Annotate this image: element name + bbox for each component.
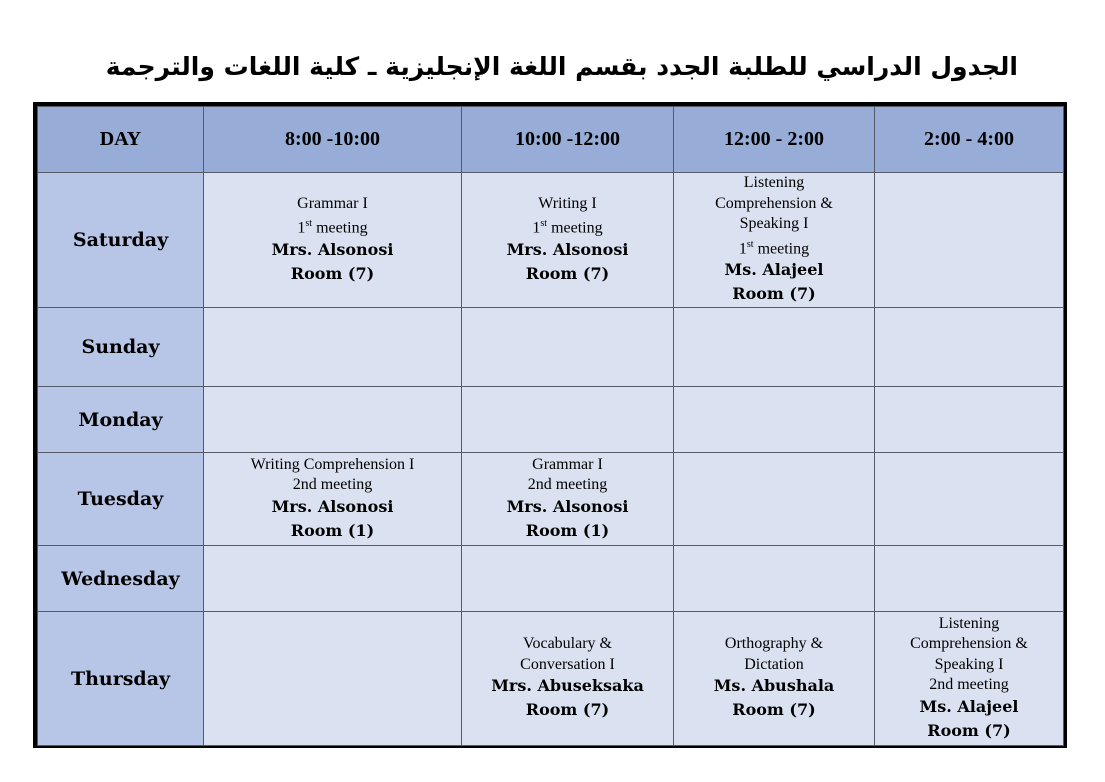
class-cell bbox=[204, 173, 462, 308]
schedule-row-monday bbox=[38, 387, 1064, 453]
empty-cell bbox=[674, 453, 875, 546]
cell-line-bold: Room (1) bbox=[525, 520, 610, 540]
empty-cell bbox=[204, 308, 462, 387]
schedule-frame bbox=[33, 102, 1067, 748]
schedule-row-sunday bbox=[38, 308, 1064, 387]
ordinal-suffix: st bbox=[746, 238, 754, 250]
ordinal-suffix: st bbox=[540, 218, 548, 229]
day-label: Thursday bbox=[38, 612, 204, 746]
class-cell bbox=[462, 453, 674, 546]
class-cell bbox=[875, 612, 1064, 746]
header-slot-3: 12:00 - 2:00 bbox=[674, 107, 875, 173]
cell-line-rest: meeting bbox=[753, 239, 810, 257]
cell-line: 2nd meeting bbox=[929, 676, 1009, 694]
cell-line: Writing Comprehension I bbox=[250, 455, 415, 473]
cell-line-bold: Room (7) bbox=[732, 700, 816, 720]
schedule-row-tuesday bbox=[38, 453, 1064, 546]
cell-line-rest: meeting bbox=[547, 219, 603, 237]
cell-line: Comprehension & bbox=[910, 635, 1028, 653]
cell-line bbox=[674, 235, 874, 260]
empty-cell bbox=[204, 546, 462, 612]
cell-line-number: 1 bbox=[297, 219, 306, 237]
empty-cell bbox=[462, 546, 674, 612]
class-cell bbox=[204, 453, 462, 546]
cell-line-bold: Room (7) bbox=[525, 263, 610, 283]
empty-cell bbox=[204, 387, 462, 453]
cell-line bbox=[462, 214, 673, 239]
empty-cell bbox=[674, 387, 875, 453]
class-cell bbox=[674, 612, 875, 746]
cell-line: Speaking I bbox=[934, 655, 1004, 673]
class-cell bbox=[674, 173, 875, 308]
schedule-row-thursday bbox=[38, 612, 1064, 746]
cell-line-bold: Mrs. Abuseksaka bbox=[491, 676, 644, 696]
schedule-body bbox=[38, 173, 1064, 746]
empty-cell bbox=[204, 612, 462, 746]
day-label: Monday bbox=[38, 387, 204, 453]
cell-line-bold: Ms. Alajeel bbox=[919, 696, 1019, 716]
cell-line: 2nd meeting bbox=[292, 476, 373, 494]
schedule-row-saturday bbox=[38, 173, 1064, 308]
page-title: الجدول الدراسي للطلبة الجدد بقسم اللغة الإنجليزية ـ كلية اللغات والترجمة bbox=[105, 52, 1018, 81]
header-slot-1: 8:00 -10:00 bbox=[204, 107, 462, 173]
cell-line-bold: Mrs. Alsonosi bbox=[271, 496, 394, 516]
empty-cell bbox=[875, 173, 1064, 308]
cell-line: Speaking I bbox=[739, 215, 809, 232]
empty-cell bbox=[462, 308, 674, 387]
cell-line-bold: Room (7) bbox=[290, 263, 375, 283]
ordinal-suffix: st bbox=[305, 218, 313, 229]
cell-line-number: 1 bbox=[532, 219, 541, 237]
cell-line: Writing I bbox=[538, 194, 597, 212]
day-label: Saturday bbox=[38, 173, 204, 308]
day-label: Tuesday bbox=[38, 453, 204, 546]
cell-line-bold: Ms. Alajeel bbox=[724, 260, 824, 280]
header-day: DAY bbox=[38, 107, 204, 173]
day-label: Sunday bbox=[38, 308, 204, 387]
cell-line-bold: Mrs. Alsonosi bbox=[506, 239, 629, 259]
cell-line: Orthography & bbox=[724, 635, 824, 653]
cell-line: Listening bbox=[938, 614, 1000, 632]
cell-line-number: 1 bbox=[738, 239, 747, 257]
class-cell bbox=[462, 612, 674, 746]
header-slot-4: 2:00 - 4:00 bbox=[875, 107, 1064, 173]
empty-cell bbox=[674, 546, 875, 612]
empty-cell bbox=[674, 308, 875, 387]
empty-cell bbox=[462, 387, 674, 453]
cell-line-bold: Mrs. Alsonosi bbox=[506, 496, 629, 516]
schedule-table bbox=[37, 106, 1064, 746]
cell-line bbox=[204, 214, 461, 239]
schedule-row-wednesday bbox=[38, 546, 1064, 612]
day-label: Wednesday bbox=[38, 546, 204, 612]
cell-line-bold: Room (1) bbox=[290, 520, 375, 540]
empty-cell bbox=[875, 453, 1064, 546]
header-row bbox=[38, 107, 1064, 173]
cell-line-bold: Room (7) bbox=[525, 700, 610, 720]
empty-cell bbox=[875, 308, 1064, 387]
cell-line-bold: Ms. Abushala bbox=[713, 676, 835, 696]
cell-line-rest: meeting bbox=[312, 219, 368, 237]
cell-line: Listening bbox=[743, 174, 805, 191]
cell-line: Vocabulary & bbox=[522, 635, 612, 653]
class-cell bbox=[462, 173, 674, 308]
cell-line-bold: Room (7) bbox=[927, 720, 1011, 740]
cell-line: Dictation bbox=[744, 655, 804, 673]
cell-line-bold: Room (7) bbox=[732, 284, 816, 304]
cell-line: Grammar I bbox=[532, 455, 603, 473]
empty-cell bbox=[875, 546, 1064, 612]
cell-line-bold: Mrs. Alsonosi bbox=[271, 239, 394, 259]
empty-cell bbox=[875, 387, 1064, 453]
cell-line: Conversation I bbox=[520, 655, 615, 673]
cell-line: Grammar I bbox=[297, 194, 368, 212]
header-slot-2: 10:00 -12:00 bbox=[462, 107, 674, 173]
cell-line: 2nd meeting bbox=[527, 476, 608, 494]
cell-line: Comprehension & bbox=[715, 194, 833, 212]
